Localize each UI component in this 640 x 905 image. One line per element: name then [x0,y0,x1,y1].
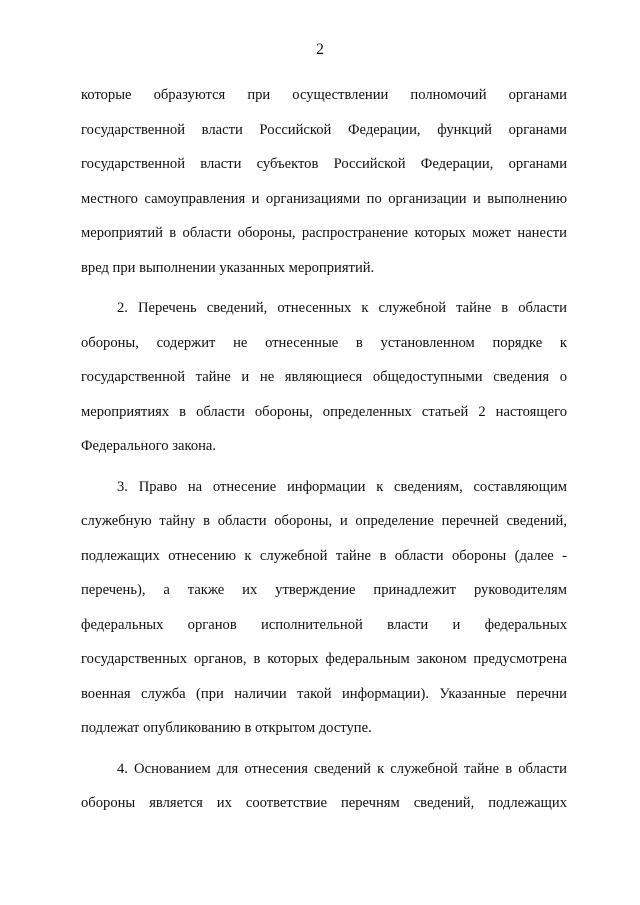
paragraph-line: которые образуются при осуществлении полномочий органами [81,87,567,103]
paragraph-line: обороны является их соответствие перечням сведений, подлежащих [81,795,567,811]
paragraph-line: подлежащих отнесению к служебной тайне в области обороны (далее - [81,547,567,564]
paragraph-line: государственной власти Российской Федерации, функций органами [81,121,567,138]
paragraph-line: вред при выполнении указанных мероприятий. [81,259,375,276]
paragraph-line: мероприятий в области обороны, распространение которых может нанести [81,225,567,241]
paragraph-line: 4. Основанием для отнесения сведений к служебной тайне в области [117,760,567,777]
paragraph-4 [81,752,567,821]
paragraph-line: местного самоуправления и организациями по организации и выполнению [81,190,567,207]
paragraph-line: 2. Перечень сведений, отнесенных к служебной тайне в области [117,300,567,316]
paragraph-line: государственной тайне и не являющиеся общедоступными сведения о [81,369,567,385]
paragraph-line: федеральных органов исполнительной власти и федеральных [81,616,567,633]
paragraph-line: перечень), а также их утверждение принадлежит руководителям [81,582,567,598]
paragraph-line: подлежат опубликованию в открытом доступе. [81,720,372,736]
paragraph-line: государственной власти субъектов Российской Федерации, органами [81,156,567,172]
paragraph-line: Федерального закона. [81,438,217,454]
paragraph-line: мероприятиях в области обороны, определенных статьей 2 настоящего [81,403,567,420]
paragraph-line: 3. Право на отнесение информации к сведениям, составляющим [117,478,567,495]
paragraph-3 [81,470,567,746]
paragraph-line: государственных органов, в которых федеральным законом предусмотрена [81,651,567,667]
paragraph-line: обороны, содержит не отнесенные в установленном порядке к [81,334,567,351]
document-body [81,78,567,821]
paragraph-line: военная служба (при наличии такой информации). Указанные перечни [81,685,567,702]
paragraph-1 [81,78,567,285]
page-number: 2 [316,41,324,58]
paragraph-line: служебную тайну в области обороны, и определение перечней сведений, [81,513,567,529]
paragraph-2 [81,291,567,464]
